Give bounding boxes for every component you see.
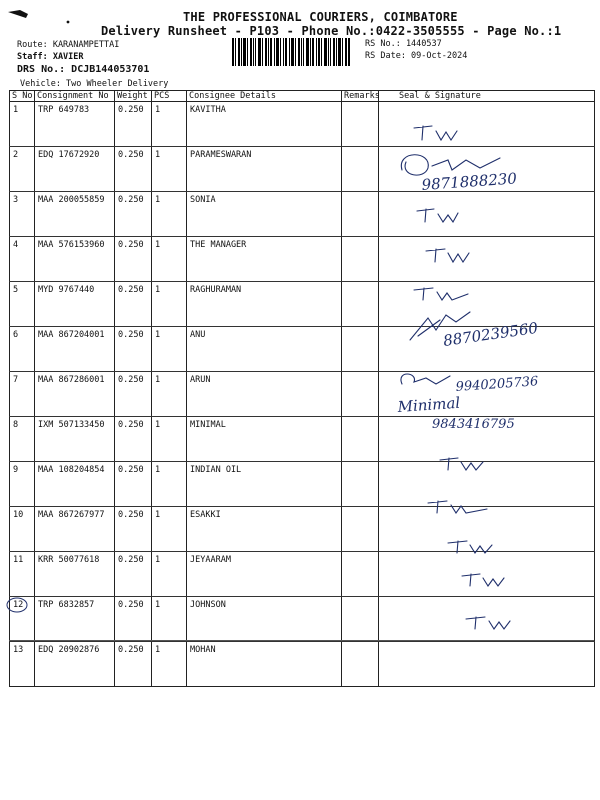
- cell-consignee: MINIMAL: [187, 417, 342, 462]
- col-header-sno: S No: [10, 91, 35, 102]
- cell-consignee: THE MANAGER: [187, 237, 342, 282]
- table-row: [10, 237, 595, 282]
- cell-remarks: [342, 147, 379, 192]
- cell-consignment: MYD 9767440: [35, 282, 115, 327]
- table-row: [10, 147, 595, 192]
- cell-consignee: ANU: [187, 327, 342, 372]
- cell-sno: 4: [10, 237, 35, 282]
- cell-weight: 0.250: [115, 237, 152, 282]
- cell-remarks: [342, 282, 379, 327]
- cell-weight: 0.250: [115, 597, 152, 642]
- cell-consignment: EDQ 17672920: [35, 147, 115, 192]
- cell-weight: 0.250: [115, 372, 152, 417]
- table-row: [10, 102, 595, 147]
- cell-seal-signature: [379, 417, 595, 462]
- cell-pcs: 1: [152, 372, 187, 417]
- cell-pcs: 1: [152, 147, 187, 192]
- cell-consignee: JOHNSON: [187, 597, 342, 642]
- staff-label: Staff: XAVIER: [17, 52, 84, 62]
- cell-pcs: 1: [152, 102, 187, 147]
- cell-pcs: 1: [152, 642, 187, 687]
- col-header-remarks: Remarks: [342, 91, 379, 102]
- cell-remarks: [342, 102, 379, 147]
- cell-seal-signature: [379, 597, 595, 642]
- cell-weight: 0.250: [115, 462, 152, 507]
- cell-consignment: KRR 50077618: [35, 552, 115, 597]
- cell-remarks: [342, 192, 379, 237]
- cell-consignment: IXM 507133450: [35, 417, 115, 462]
- cell-sno: 3: [10, 192, 35, 237]
- cell-weight: 0.250: [115, 147, 152, 192]
- cell-remarks: [342, 462, 379, 507]
- cell-consignee: KAVITHA: [187, 102, 342, 147]
- cell-sno: 9: [10, 462, 35, 507]
- handwritten-name-row8: Minimal: [397, 393, 461, 416]
- cell-seal-signature: [379, 147, 595, 192]
- cell-seal-signature: [379, 642, 595, 687]
- cell-pcs: 1: [152, 462, 187, 507]
- cell-consignment: MAA 867204001: [35, 327, 115, 372]
- corner-scribble: [6, 2, 76, 42]
- cell-consignment: TRP 649783: [35, 102, 115, 147]
- handwritten-phone-row8: 9843416795: [432, 417, 515, 432]
- cell-consignee: MOHAN: [187, 642, 342, 687]
- table-row: [10, 597, 595, 642]
- cell-sno: 10: [10, 507, 35, 552]
- cell-remarks: [342, 237, 379, 282]
- barcode: [232, 38, 350, 66]
- cell-consignee: RAGHURAMAN: [187, 282, 342, 327]
- cell-remarks: [342, 417, 379, 462]
- cell-remarks: [342, 597, 379, 642]
- table-row: [10, 417, 595, 462]
- cell-weight: 0.250: [115, 642, 152, 687]
- cell-seal-signature: [379, 507, 595, 552]
- handwritten-phone-row6: 8870239560: [442, 318, 540, 350]
- bottom-rule: [9, 640, 594, 641]
- cell-seal-signature: [379, 102, 595, 147]
- col-header-consignment: Consignment No: [35, 91, 115, 102]
- cell-remarks: [342, 327, 379, 372]
- runsheet-title: Delivery Runsheet - P103 - Phone No.:0422-3505555 - Page No.:1: [101, 24, 562, 38]
- cell-seal-signature: [379, 552, 595, 597]
- cell-pcs: 1: [152, 552, 187, 597]
- cell-sno: 1: [10, 102, 35, 147]
- cell-remarks: [342, 642, 379, 687]
- cell-weight: 0.250: [115, 192, 152, 237]
- rs-date: RS Date: 09-Oct-2024: [365, 51, 468, 61]
- cell-pcs: 1: [152, 597, 187, 642]
- rs-number: RS No.: 1440537: [365, 39, 442, 49]
- cell-remarks: [342, 552, 379, 597]
- cell-weight: 0.250: [115, 282, 152, 327]
- cell-seal-signature: [379, 237, 595, 282]
- table-row: [10, 372, 595, 417]
- cell-pcs: 1: [152, 327, 187, 372]
- cell-pcs: 1: [152, 507, 187, 552]
- col-header-seal-signature: Seal & Signature: [379, 91, 595, 102]
- cell-consignment: EDQ 20902876: [35, 642, 115, 687]
- cell-weight: 0.250: [115, 417, 152, 462]
- cell-sno: 7: [10, 372, 35, 417]
- cell-seal-signature: [379, 372, 595, 417]
- cell-remarks: [342, 507, 379, 552]
- table-row: [10, 282, 595, 327]
- route-label: Route: KARANAMPETTAI: [17, 40, 120, 50]
- drs-number: DRS No.: DCJB144053701: [17, 64, 150, 75]
- cell-sno: 13: [10, 642, 35, 687]
- cell-seal-signature: [379, 327, 595, 372]
- cell-consignment: MAA 867267977: [35, 507, 115, 552]
- cell-seal-signature: [379, 462, 595, 507]
- cell-weight: 0.250: [115, 102, 152, 147]
- table-row: [10, 192, 595, 237]
- cell-pcs: 1: [152, 192, 187, 237]
- runsheet-table: [9, 90, 595, 687]
- cell-consignee: SONIA: [187, 192, 342, 237]
- cell-sno: 12: [10, 597, 35, 642]
- cell-remarks: [342, 372, 379, 417]
- company-title: THE PROFESSIONAL COURIERS, COIMBATORE: [183, 10, 458, 24]
- cell-weight: 0.250: [115, 327, 152, 372]
- col-header-weight: Weight: [115, 91, 152, 102]
- cell-weight: 0.250: [115, 507, 152, 552]
- cell-pcs: 1: [152, 237, 187, 282]
- cell-consignee: JEYAARAM: [187, 552, 342, 597]
- cell-pcs: 1: [152, 417, 187, 462]
- cell-consignee: ARUN: [187, 372, 342, 417]
- handwritten-phone-row7: 9940205736: [455, 374, 539, 395]
- table-row: [10, 552, 595, 597]
- col-header-consignee: Consignee Details: [187, 91, 342, 102]
- table-row: [10, 507, 595, 552]
- cell-sno: 5: [10, 282, 35, 327]
- cell-sno: 8: [10, 417, 35, 462]
- cell-pcs: 1: [152, 282, 187, 327]
- table-row: [10, 327, 595, 372]
- cell-consignment: MAA 867286001: [35, 372, 115, 417]
- table-header-row: [10, 91, 595, 102]
- table-row: [10, 462, 595, 507]
- cell-consignment: TRP 6832857: [35, 597, 115, 642]
- cell-sno: 2: [10, 147, 35, 192]
- table-row: [10, 642, 595, 687]
- col-header-pcs: PCS: [152, 91, 187, 102]
- vehicle-label: Vehicle: Two Wheeler Delivery: [20, 79, 169, 89]
- cell-weight: 0.250: [115, 552, 152, 597]
- cell-seal-signature: [379, 282, 595, 327]
- cell-consignment: MAA 108204854: [35, 462, 115, 507]
- cell-seal-signature: [379, 192, 595, 237]
- cell-consignee: INDIAN OIL: [187, 462, 342, 507]
- cell-sno: 6: [10, 327, 35, 372]
- cell-sno: 11: [10, 552, 35, 597]
- cell-consignee: PARAMESWARAN: [187, 147, 342, 192]
- cell-consignee: ESAKKI: [187, 507, 342, 552]
- handwritten-phone-row2: 9871888230: [421, 169, 518, 194]
- cell-consignment: MAA 200055859: [35, 192, 115, 237]
- cell-consignment: MAA 576153960: [35, 237, 115, 282]
